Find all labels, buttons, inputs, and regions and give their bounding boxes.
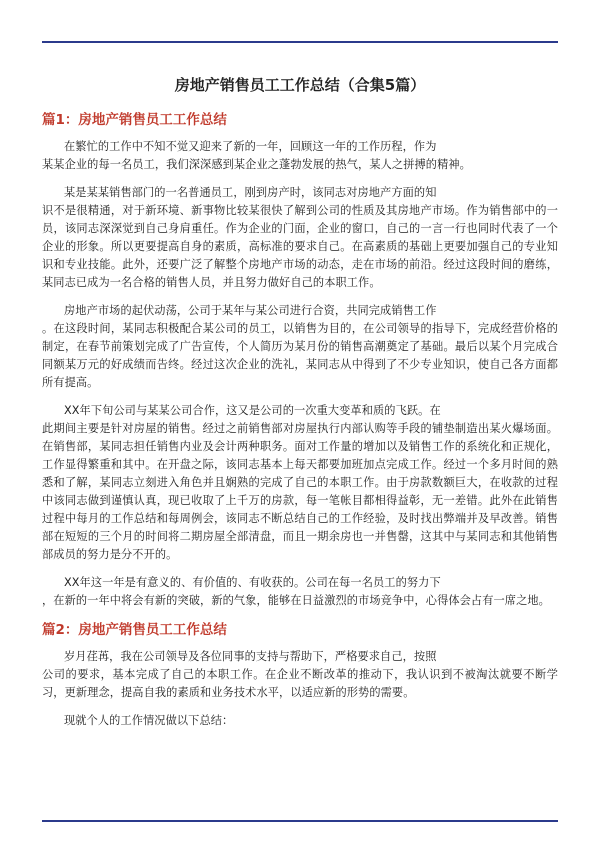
paragraph <box>42 302 558 392</box>
bottom-rule <box>42 820 558 822</box>
paragraph-text: 某某企业的每一名员工，我们深深感到某企业之蓬勃发展的热气，某人之拼搏的精神。 <box>42 158 471 171</box>
paragraph-first-line: 某是某某销售部门的一名普通员工，刚到房产时，该同志对房地产方面的知 <box>64 186 437 199</box>
paragraph-first-line: XX年这一年是有意义的、有价值的、有收获的。公司在每一名员工的努力下 <box>64 576 441 589</box>
page-title: 房地产销售员工工作总结（合集5篇） <box>174 76 426 94</box>
paragraph <box>42 184 558 292</box>
paragraph <box>42 574 558 610</box>
paragraph-first-line: 现就个人的工作情况做以下总结： <box>64 714 234 727</box>
paragraph-text: ，在新的一年中将会有新的突破，新的气象，能够在日益激烈的市场竞争中，心得体会占有一席之地。 <box>42 594 550 607</box>
paragraph <box>42 402 558 564</box>
top-rule <box>42 41 558 43</box>
paragraph-first-line: XX年下旬公司与某某公司合作，这又是公司的一次重大变革和质的飞跃。在 <box>64 404 441 417</box>
section-heading-1: 篇1：房地产销售员工工作总结 <box>42 112 227 128</box>
section-heading-2: 篇2：房地产销售员工工作总结 <box>42 622 227 638</box>
paragraph-first-line: 房地产市场的起伏动荡，公司于某年与某公司进行合资，共同完成销售工作 <box>64 304 437 317</box>
paragraph-text: 公司的要求，基本完成了自己的本职工作。在企业不断改革的推动下，我认识到不被淘汰就要不断学习，更新理念，提高自我的素质和业务技术水平，以适应新的形势的需要。 <box>42 668 558 699</box>
paragraph-first-line: 岁月荏苒，我在公司领导及各位同事的支持与帮助下，严格要求自己，按照 <box>64 650 437 663</box>
document-content <box>42 74 558 740</box>
paragraph-text: 识不是很精通，对于新环境、新事物比较某很快了解到公司的性质及其房地产市场。作为销售部中的一员，该同志深深觉到自己身肩重任。作为企业的门面，企业的窗口，自己的一言一行也同时代表了一个企业的形象。所以更要提高自身的素质，高标准的要求自己。在高素质的基础上更要加强自己的专业知识和专业技能。此外，还要广泛了解整个房地产市场的动态，走在市场的前沿。经过这段时间的磨练，某同志已成为一名合格的销售人员，并且努力做好自己的本职工作。 <box>42 204 558 289</box>
paragraph-first-line: 在繁忙的工作中不知不觉又迎来了新的一年，回顾这一年的工作历程，作为 <box>64 140 437 153</box>
paragraph-text: 。在这段时间，某同志积极配合某公司的员工，以销售为目的，在公司领导的指导下，完成经营价格的制定，在春节前策划完成了广告宣传，个人简历为某月份的销售高潮奠定了基础。最后以某个月完成合同额某万元的好成绩而告终。经过这次企业的洗礼，某同志从中得到了不少专业知识，使自己各方面都所有提高。 <box>42 322 558 389</box>
paragraph <box>42 138 558 174</box>
paragraph <box>42 712 558 730</box>
paragraph <box>42 648 558 702</box>
paragraph-text: 此期间主要是针对房屋的销售。经过之前销售部对房屋执行内部认购等手段的铺垫制造出某火爆场面。在销售部，某同志担任销售内业及会计两种职务。面对工作量的增加以及销售工作的系统化和正规化，工作显得繁重和其中。在开盘之际，该同志基本上每天都要加班加点完成工作。经过一个多月时间的熟悉和了解，某同志立刻进入角色并且娴熟的完成了自己的本职工作。由于房款数额巨大，在收款的过程中该同志做到谨慎认真，现已收取了上千万的房款，每一笔帐目都相得益彰，无一差错。此外在此销售过程中每月的工作总结和每周例会，该同志不断总结自己的工作经验，及时找出弊端并及早改善。销售部在短短的三个月的时间将二期房屋全部清盘，而且一期余房也一并售罄，这其中与某同志和其他销售部成员的努力是分不开的。 <box>42 422 558 561</box>
